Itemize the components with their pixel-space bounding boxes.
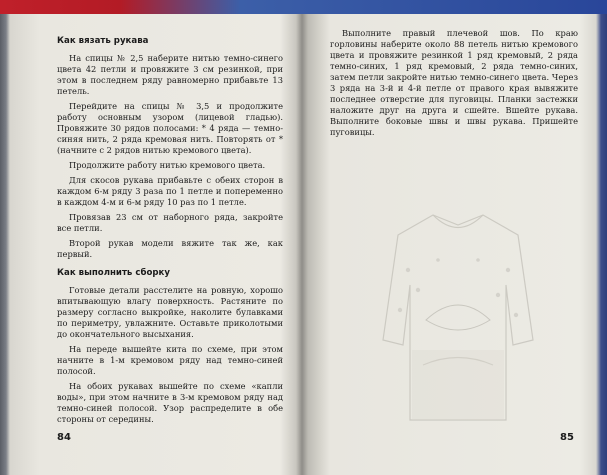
sweater-show-through-illustration bbox=[378, 190, 538, 425]
paragraph: Второй рукав модели вяжите так же, как первый. bbox=[57, 238, 283, 259]
left-page bbox=[57, 28, 283, 429]
paragraph: Выполните правый плечевой шов. По краю горловины наберите около 88 петель нитью кремового цвета и провяжите резинкой 1 ряд кремовый, 2 ряда темно-синих, 1 ряд кремовый, 2 ряда темно-синих, затем петли закройте нитью темно-синего цвета. Через 3 ряда на 3-й и 4-й петле от правого края вывяжите последнее отверстие для пуговицы. Планки застежки наложите друг на друга и сшейте. Вшейте рукава. Выполните боковые швы и швы рукава. Пришейте пуговицы. bbox=[330, 28, 578, 137]
paragraph: На переде вышейте кита по схеме, при этом начните в 1-м кремовом ряду над темно-синей полосой. bbox=[57, 344, 283, 376]
page-number-right: 85 bbox=[560, 432, 574, 443]
paragraph: Для скосов рукава прибавьте с обеих сторон в каждом 6-м ряду 3 раза по 1 петле и попеременно в каждом 4-м и 6-м ряду 10 раз по 1 петле. bbox=[57, 175, 283, 207]
paragraph: Перейдите на спицы № 3,5 и продолжите работу основным узором (лицевой гладью). Провяжите 30 рядов полосами: * 4 ряда — темно-синяя нить, 2 ряда кремовая нить. Повторять от *(начните с 2 рядов нитью кремового цвета). bbox=[57, 101, 283, 155]
right-page bbox=[330, 28, 578, 142]
paragraph: На спицы № 2,5 наберите нитью темно-синего цвета 42 петли и провяжите 3 см резинкой, при этом в последнем ряду равномерно прибавьте 13 петель. bbox=[57, 53, 283, 96]
page-number-left: 84 bbox=[57, 432, 71, 443]
paragraph: На обоих рукавах вышейте по схеме «капли воды», при этом начните в 3-м кремовом ряду над темно-синей полосой. Узор распределите в обе стороны от середины. bbox=[57, 381, 283, 424]
paragraph: Продолжите работу нитью кремового цвета. bbox=[69, 160, 266, 170]
paragraph: Готовые детали расстелите на ровную, хорошо впитывающую влагу поверхность. Растяните по размеру согласно выкройке, наколите булавками по периметру, увлажните. Оставьте приколотыми до окончательного высыхания. bbox=[57, 285, 283, 339]
paragraph: Провязав 23 см от наборного ряда, закройте все петли. bbox=[57, 212, 283, 233]
section-heading-sleeves: Как вязать рукава bbox=[57, 36, 149, 46]
section-heading-assembly: Как выполнить сборку bbox=[57, 268, 170, 278]
cover-edge bbox=[0, 0, 607, 14]
